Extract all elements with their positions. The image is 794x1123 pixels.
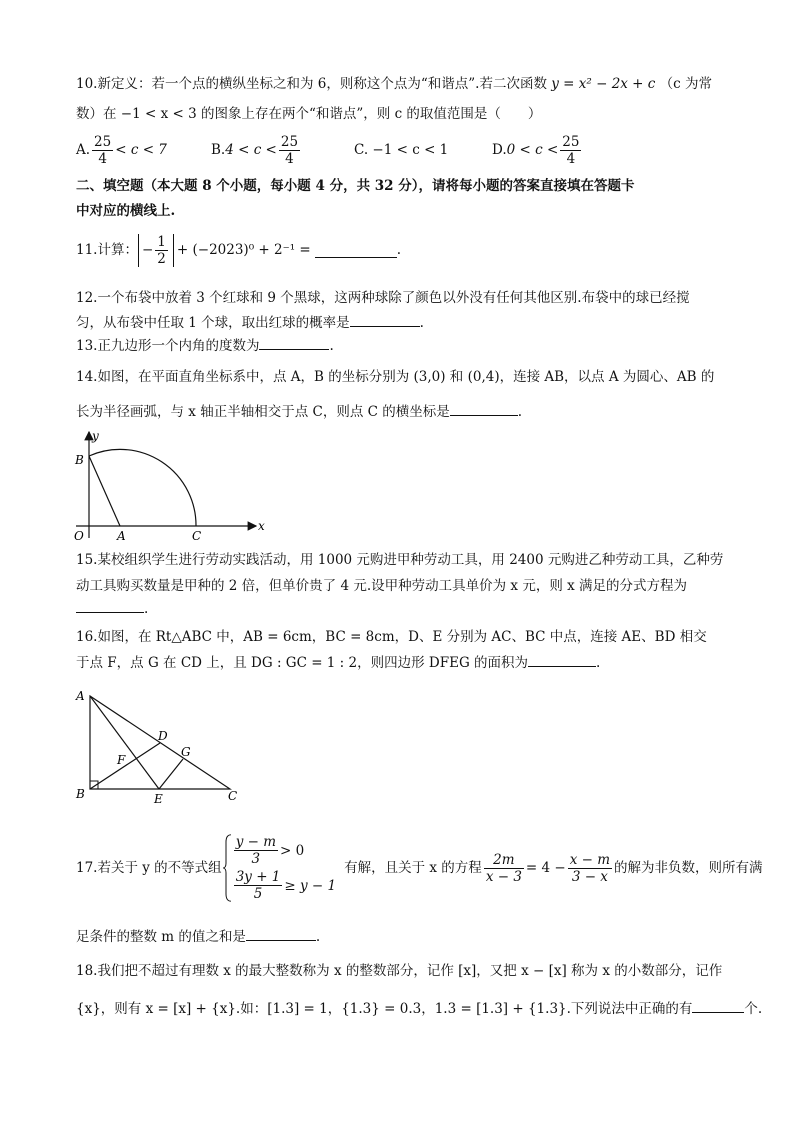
label-a: A (117, 529, 126, 543)
label-c: C (192, 529, 202, 543)
section2-heading-line2: 中对应的横线上. (76, 203, 176, 219)
q15-line3: . (76, 598, 734, 619)
q14-figure (70, 426, 270, 544)
q16-answer-blank[interactable] (528, 652, 596, 667)
label-g: G (181, 745, 191, 759)
segment-ae (90, 696, 159, 789)
label-y: y (92, 429, 99, 443)
q13-answer-blank[interactable] (259, 335, 329, 350)
q17-inequality-system: $\frac{y - m}{3}$ > 0 $\frac{3y + 1}{5}$ ≥ y − 1 (222, 834, 336, 902)
label-a: A (76, 689, 85, 703)
q10-options (76, 130, 734, 170)
q15-answer-blank[interactable] (76, 598, 144, 613)
segment-ab (89, 456, 120, 526)
q10-line1 (76, 74, 734, 94)
label-o: O (74, 529, 84, 543)
q17-answer-blank[interactable] (246, 926, 316, 941)
q11-answer-blank[interactable] (315, 243, 397, 258)
q16-line1: 16.如图，在 Rt△ABC 中，AB = 6cm，BC = 8cm，D、E 分别为 AC、BC 中点，连接 AE、BD 相交 (76, 629, 707, 645)
q10-equation: y = x² − 2x + c (551, 76, 656, 92)
section2-heading-line1: 二、填空题（本大题 8 个小题，每小题 4 分，共 32 分），请将每小题的答案直接填在答题卡 (76, 178, 635, 194)
q10-line2: 数）在 −1 < x < 3 的图象上存在两个“和谐点”，则 c 的取值范围是（ ） (76, 106, 542, 122)
q15-line1: 15.某校组织学生进行劳动实践活动，用 1000 元购进甲种劳动工具，用 2400 元购进乙种劳动工具，乙种劳 (76, 552, 724, 568)
label-e: E (154, 792, 163, 806)
label-c: C (228, 789, 238, 803)
label-f: F (117, 753, 126, 767)
q11-absolute-value: − $\frac{1}{2}$ (138, 234, 174, 267)
q17-line2: 足条件的整数 m 的值之和是 . (76, 926, 734, 947)
q18-line2: {x}，则有 x = [x] + {x}.如：[1.3] = 1，{1.3} = 0.3，1.3 = [1.3] + {1.3}.下列说法中正确的有 个. (76, 998, 734, 1019)
label-d: D (158, 729, 168, 743)
q12-answer-blank[interactable] (350, 312, 420, 327)
q11: 11.计算： − $\frac{1}{2}$ + (−2023)⁰ + 2⁻¹ = . (76, 233, 402, 267)
q13: 13.正九边形一个内角的度数为 . (76, 335, 734, 356)
label-b: B (75, 453, 84, 467)
q14-line2: 长为半径画弧，与 x 轴正半轴相交于点 C，则点 C 的横坐标是 . (76, 401, 734, 422)
q14-line1: 14.如图，在平面直角坐标系中，点 A，B 的坐标分别为 (3,0) 和 (0,4)，连接 AB，以点 A 为圆心、AB 的 (76, 369, 715, 385)
label-b: B (76, 787, 85, 801)
q18-answer-blank[interactable] (692, 998, 744, 1013)
q16-figure (70, 682, 250, 806)
q16-line2: 于点 F，点 G 在 CD 上，且 DG : GC = 1 : 2，则四边形 DFEG 的面积为 . (76, 652, 734, 673)
q12-line1: 12.一个布袋中放着 3 个红球和 9 个黑球，这两种球除了颜色以外没有任何其他区别.布袋中的球已经搅 (76, 290, 690, 306)
q18-line1: 18.我们把不超过有理数 x 的最大整数称为 x 的整数部分，记作 [x]，又把 x − [x] 称为 x 的小数部分，记作 (76, 963, 723, 979)
q15-line2: 动工具购买数量是甲种的 2 倍，但单价贵了 4 元.设甲种劳动工具单价为 x 元，则 x 满足的分式方程为 (76, 578, 688, 594)
q10-option-a[interactable]: A. $\frac{25}{4}$ < c < 7 (76, 133, 167, 167)
q10-text-a: 10.新定义：若一个点的横纵坐标之和为 6，则称这个点为“和谐点”.若二次函数 (76, 76, 547, 92)
arc-bc (89, 449, 196, 526)
q10-option-b[interactable]: B. 4 < c < $\frac{25}{4}$ (211, 133, 299, 167)
label-x: x (258, 519, 265, 533)
brace-icon (222, 834, 232, 902)
q10-option-d[interactable]: D. 0 < c < $\frac{25}{4}$ (492, 133, 580, 167)
q17-line1: 17.若关于 y 的不等式组 $\frac{y - m}{3}$ > 0 $\frac{3y + 1}{5}$ ≥ y − 1 有解，且关于 x 的方程 $\frac{2m}{x - 3}$ = 4 − $\frac{x - m}{3 - x}$ 的解为非负数，则所有满 (76, 834, 763, 902)
q12-line2: 匀，从布袋中任取 1 个球，取出红球的概率是 . (76, 312, 734, 333)
q10-text-b: （c 为常 (659, 76, 713, 92)
segment-eg (159, 759, 183, 789)
q10-option-c[interactable]: C. −1 < c < 1 (354, 142, 449, 158)
q14-answer-blank[interactable] (450, 401, 518, 416)
